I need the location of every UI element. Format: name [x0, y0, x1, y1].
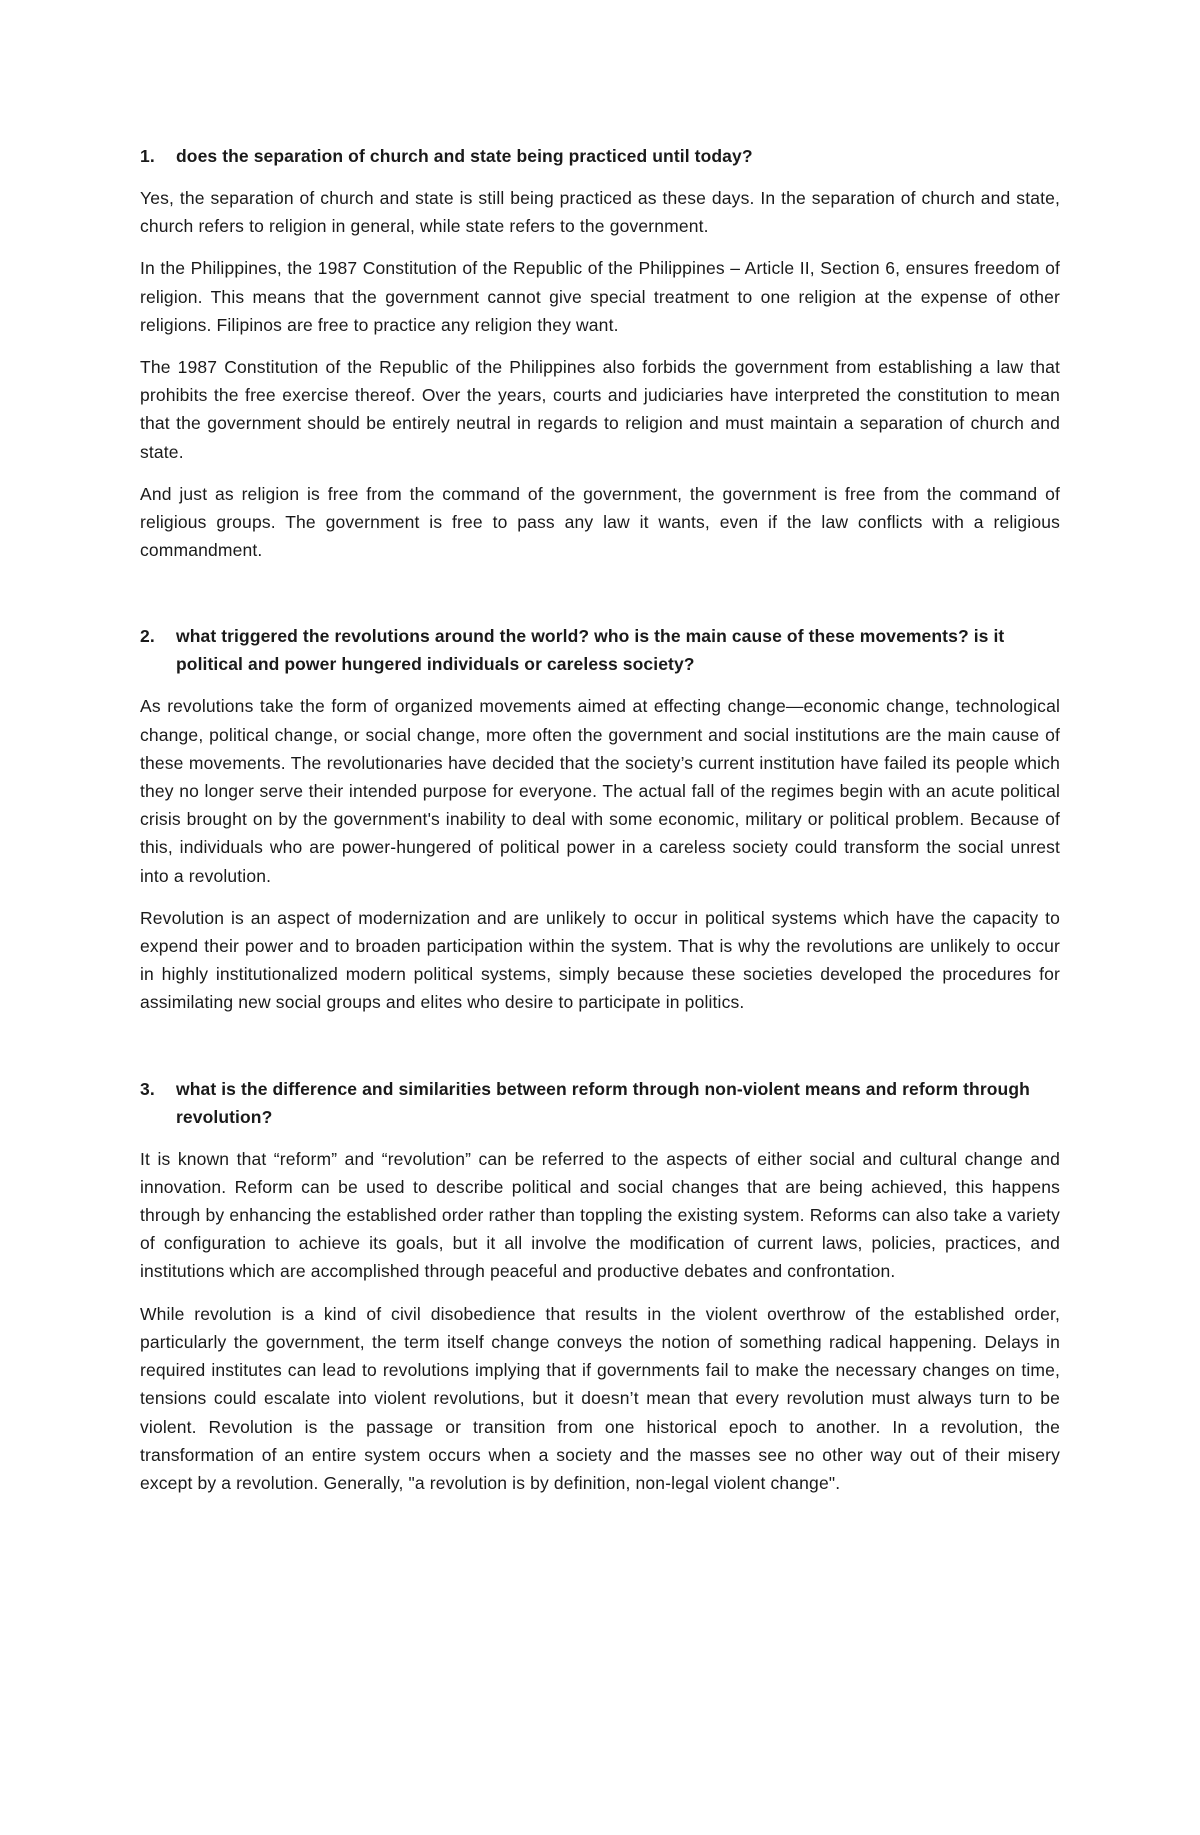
answer-paragraph: The 1987 Constitution of the Republic of the Philippines also forbids the government from establishing a law that prohibits the free exercise thereof. Over the years, courts and judiciaries have interpreted the constitution to mean that the government should be entirely neutral in regards to religion and must maintain a separation of church and state. [140, 357, 1060, 462]
answer-paragraph: It is known that “reform” and “revolution” can be referred to the aspects of either social and cultural change and innovation. Reform can be used to describe political and social changes that are being achieved, this happens through by enhancing the established order rather than toppling the existing system. Reforms can also take a variety of configuration to achieve its goals, but it all involve the modification of current laws, policies, practices, and institutions which are accomplished through peaceful and productive debates and confrontation. [140, 1148, 1060, 1282]
question-heading [140, 622, 1060, 678]
answer-paragraph: And just as religion is free from the command of the government, the government is free from the command of religious groups. The government is free to pass any law it wants, even if the law conflicts with a religious commandment. [140, 483, 1060, 561]
question-number: 3. [140, 1078, 155, 1099]
question-number: 1. [140, 146, 155, 166]
section-2 [140, 622, 1060, 1016]
question-text: what is the difference and similarities between reform through non-violent means and reform through revolution? [176, 1078, 1030, 1127]
question-text: does the separation of church and state being practiced until today? [176, 146, 753, 166]
section-1 [140, 142, 1060, 564]
answer-paragraph: In the Philippines, the 1987 Constitution of the Republic of the Philippines – Article II, Section 6, ensures freedom of religion. This means that the government cannot give special treatment to one religion at the expense of other religions. Filipinos are free to practice any religion they want. [140, 258, 1060, 335]
answer-paragraph: Revolution is an aspect of modernization and are unlikely to occur in political systems which have the capacity to expend their power and to broaden participation within the system. That is why the revolutions are unlikely to occur in highly institutionalized modern political systems, simply because these societies developed the procedures for assimilating new social groups and elites who desire to participate in politics. [140, 907, 1060, 1013]
section-spacer [140, 578, 1060, 622]
answer-paragraph: Yes, the separation of church and state is still being practiced as these days. In the separation of church and state, church refers to religion in general, while state refers to the government. [140, 188, 1060, 237]
section-spacer [140, 1031, 1060, 1075]
question-number: 2. [140, 626, 155, 647]
section-3 [140, 1075, 1060, 1497]
answer-paragraph: As revolutions take the form of organized movements aimed at effecting change—economic change, technological change, political change, or social change, more often the government and social institutions are the main cause of these movements. The revolutionaries have decided that the society’s current institution have failed its people which they no longer serve their intended purpose for everyone. The actual fall of the regimes begin with an acute political crisis brought on by the government's inability to deal with some economic, military or political problem. Because of this, individuals who are power-hungered of political power in a careless society could transform the social unrest into a revolution. [140, 696, 1060, 886]
question-text: what triggered the revolutions around the world? who is the main cause of these movements? is it political and power hungered individuals or careless society? [176, 626, 1005, 675]
question-heading [140, 142, 1060, 170]
answer-paragraph: While revolution is a kind of civil disobedience that results in the violent overthrow of the established order, particularly the government, the term itself change conveys the notion of something radical happening. Delays in required institutes can lead to revolutions implying that if governments fail to make the necessary changes on time, tensions could escalate into violent revolutions, but it doesn’t mean that every revolution must always turn to be violent. Revolution is the passage or transition from one historical epoch to another. In a revolution, the transformation of an entire system occurs when a society and the masses see no other way out of their misery except by a revolution. Generally, "a revolution is by definition, non-legal violent change". [140, 1303, 1060, 1493]
question-heading [140, 1075, 1060, 1131]
